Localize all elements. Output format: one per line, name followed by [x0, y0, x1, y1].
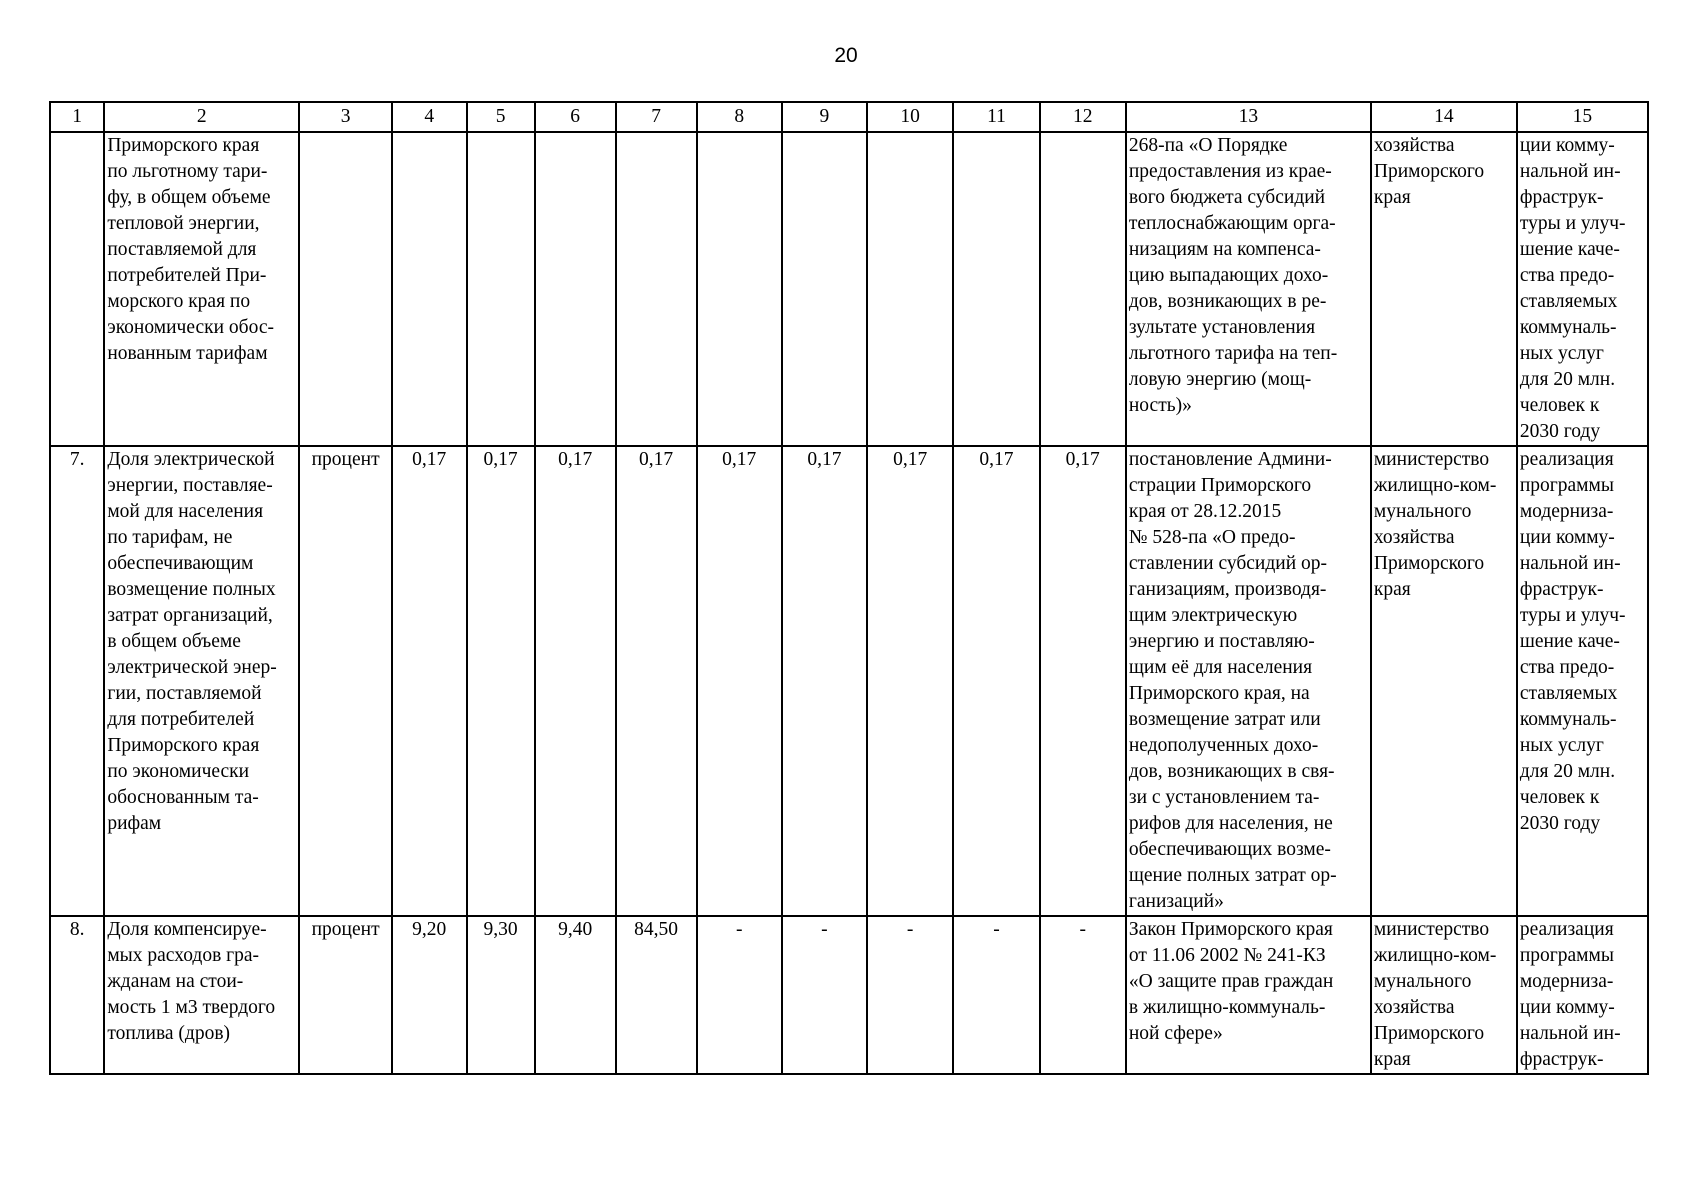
value-cell: 0,17 [392, 446, 467, 916]
value-cell: 84,50 [616, 916, 697, 1074]
value-cell [697, 132, 782, 446]
value-cell: 0,17 [697, 446, 782, 916]
indicator-name: Доля электрической энергии, поставляе- мой для населения по тарифам, не обеспечивающим возмещение полных затрат организаций, в общем объеме электрической энер- гии, поставляемой для потребителей Приморского края по экономически обоснованным та- рифам [104, 446, 299, 916]
table-row [50, 916, 1648, 1074]
legal-document: постановление Админи- страции Приморского края от 28.12.2015 № 528-па «О предо- ставлении субсидий ор- ганизациям, производя- щим электрическую энергию и поставляю- щим её для населения Приморского края, на возмещение затрат или недополученных дохо- дов, возникающих в свя- зи с установлением та- рифов для населения, не обеспечивающих возме- щение полных затрат ор- ганизаций» [1126, 446, 1371, 916]
responsible-executor: министерство жилищно-ком- мунального хозяйства Приморского края [1371, 916, 1517, 1074]
value-cell [392, 132, 467, 446]
implementation-mechanism: реализация программы модерниза- ции комму- нальной ин- фраструк- [1517, 916, 1648, 1074]
column-number: 1 [50, 102, 104, 132]
column-number: 3 [299, 102, 392, 132]
column-number: 12 [1040, 102, 1126, 132]
column-number-row [50, 102, 1648, 132]
value-cell [535, 132, 616, 446]
table-row [50, 132, 1648, 446]
value-cell [782, 132, 867, 446]
column-number: 13 [1126, 102, 1371, 132]
value-cell: - [697, 916, 782, 1074]
value-cell: - [953, 916, 1039, 1074]
column-number: 14 [1371, 102, 1517, 132]
value-cell: 0,17 [467, 446, 535, 916]
row-number: 8. [50, 916, 104, 1074]
value-cell: 9,40 [535, 916, 616, 1074]
indicator-name: Доля компенсируе- мых расходов гра- жданам на стои- мость 1 м3 твердого топлива (дров) [104, 916, 299, 1074]
value-cell [616, 132, 697, 446]
responsible-executor: хозяйства Приморского края [1371, 132, 1517, 446]
value-cell [867, 132, 953, 446]
value-cell [467, 132, 535, 446]
unit: процент [299, 916, 392, 1074]
value-cell [1040, 132, 1126, 446]
value-cell: 0,17 [535, 446, 616, 916]
table-row [50, 446, 1648, 916]
unit: процент [299, 446, 392, 916]
implementation-mechanism: ции комму- нальной ин- фраструк- туры и улуч- шение каче- ства предо- ставляемых коммуналь- ных услуг для 20 млн. человек к 2030 году [1517, 132, 1648, 446]
column-number: 4 [392, 102, 467, 132]
value-cell: - [867, 916, 953, 1074]
value-cell: 9,20 [392, 916, 467, 1074]
column-number: 9 [782, 102, 867, 132]
column-number: 6 [535, 102, 616, 132]
column-number: 5 [467, 102, 535, 132]
responsible-executor: министерство жилищно-ком- мунального хозяйства Приморского края [1371, 446, 1517, 916]
column-number: 15 [1517, 102, 1648, 132]
value-cell: 0,17 [953, 446, 1039, 916]
value-cell: 0,17 [867, 446, 953, 916]
value-cell: 0,17 [782, 446, 867, 916]
value-cell: 9,30 [467, 916, 535, 1074]
page-number: 20 [834, 44, 858, 67]
value-cell: - [1040, 916, 1126, 1074]
value-cell [953, 132, 1039, 446]
column-number: 11 [953, 102, 1039, 132]
legal-document: 268-па «О Порядке предоставления из крае- вого бюджета субсидий теплоснабжающим орга- низациям на компенса- цию выпадающих дохо- дов, возникающих в ре- зультате установления льготного тарифа на теп- ловую энергию (мощ- ность)» [1126, 132, 1371, 446]
implementation-mechanism: реализация программы модерниза- ции комму- нальной ин- фраструк- туры и улуч- шение каче- ства предо- ставляемых коммуналь- ных услуг для 20 млн. человек к 2030 году [1517, 446, 1648, 916]
unit [299, 132, 392, 446]
row-number: 7. [50, 446, 104, 916]
value-cell: 0,17 [616, 446, 697, 916]
column-number: 7 [616, 102, 697, 132]
column-number: 10 [867, 102, 953, 132]
value-cell: 0,17 [1040, 446, 1126, 916]
indicator-name: Приморского края по льготному тари- фу, в общем объеме тепловой энергии, поставляемой для потребителей При- морского края по экономически обос- нованным тарифам [104, 132, 299, 446]
column-number: 8 [697, 102, 782, 132]
value-cell: - [782, 916, 867, 1074]
indicators-table [49, 101, 1649, 1075]
row-number [50, 132, 104, 446]
legal-document: Закон Приморского края от 11.06 2002 № 241-КЗ «О защите прав граждан в жилищно-коммуналь- ной сфере» [1126, 916, 1371, 1074]
column-number: 2 [104, 102, 299, 132]
